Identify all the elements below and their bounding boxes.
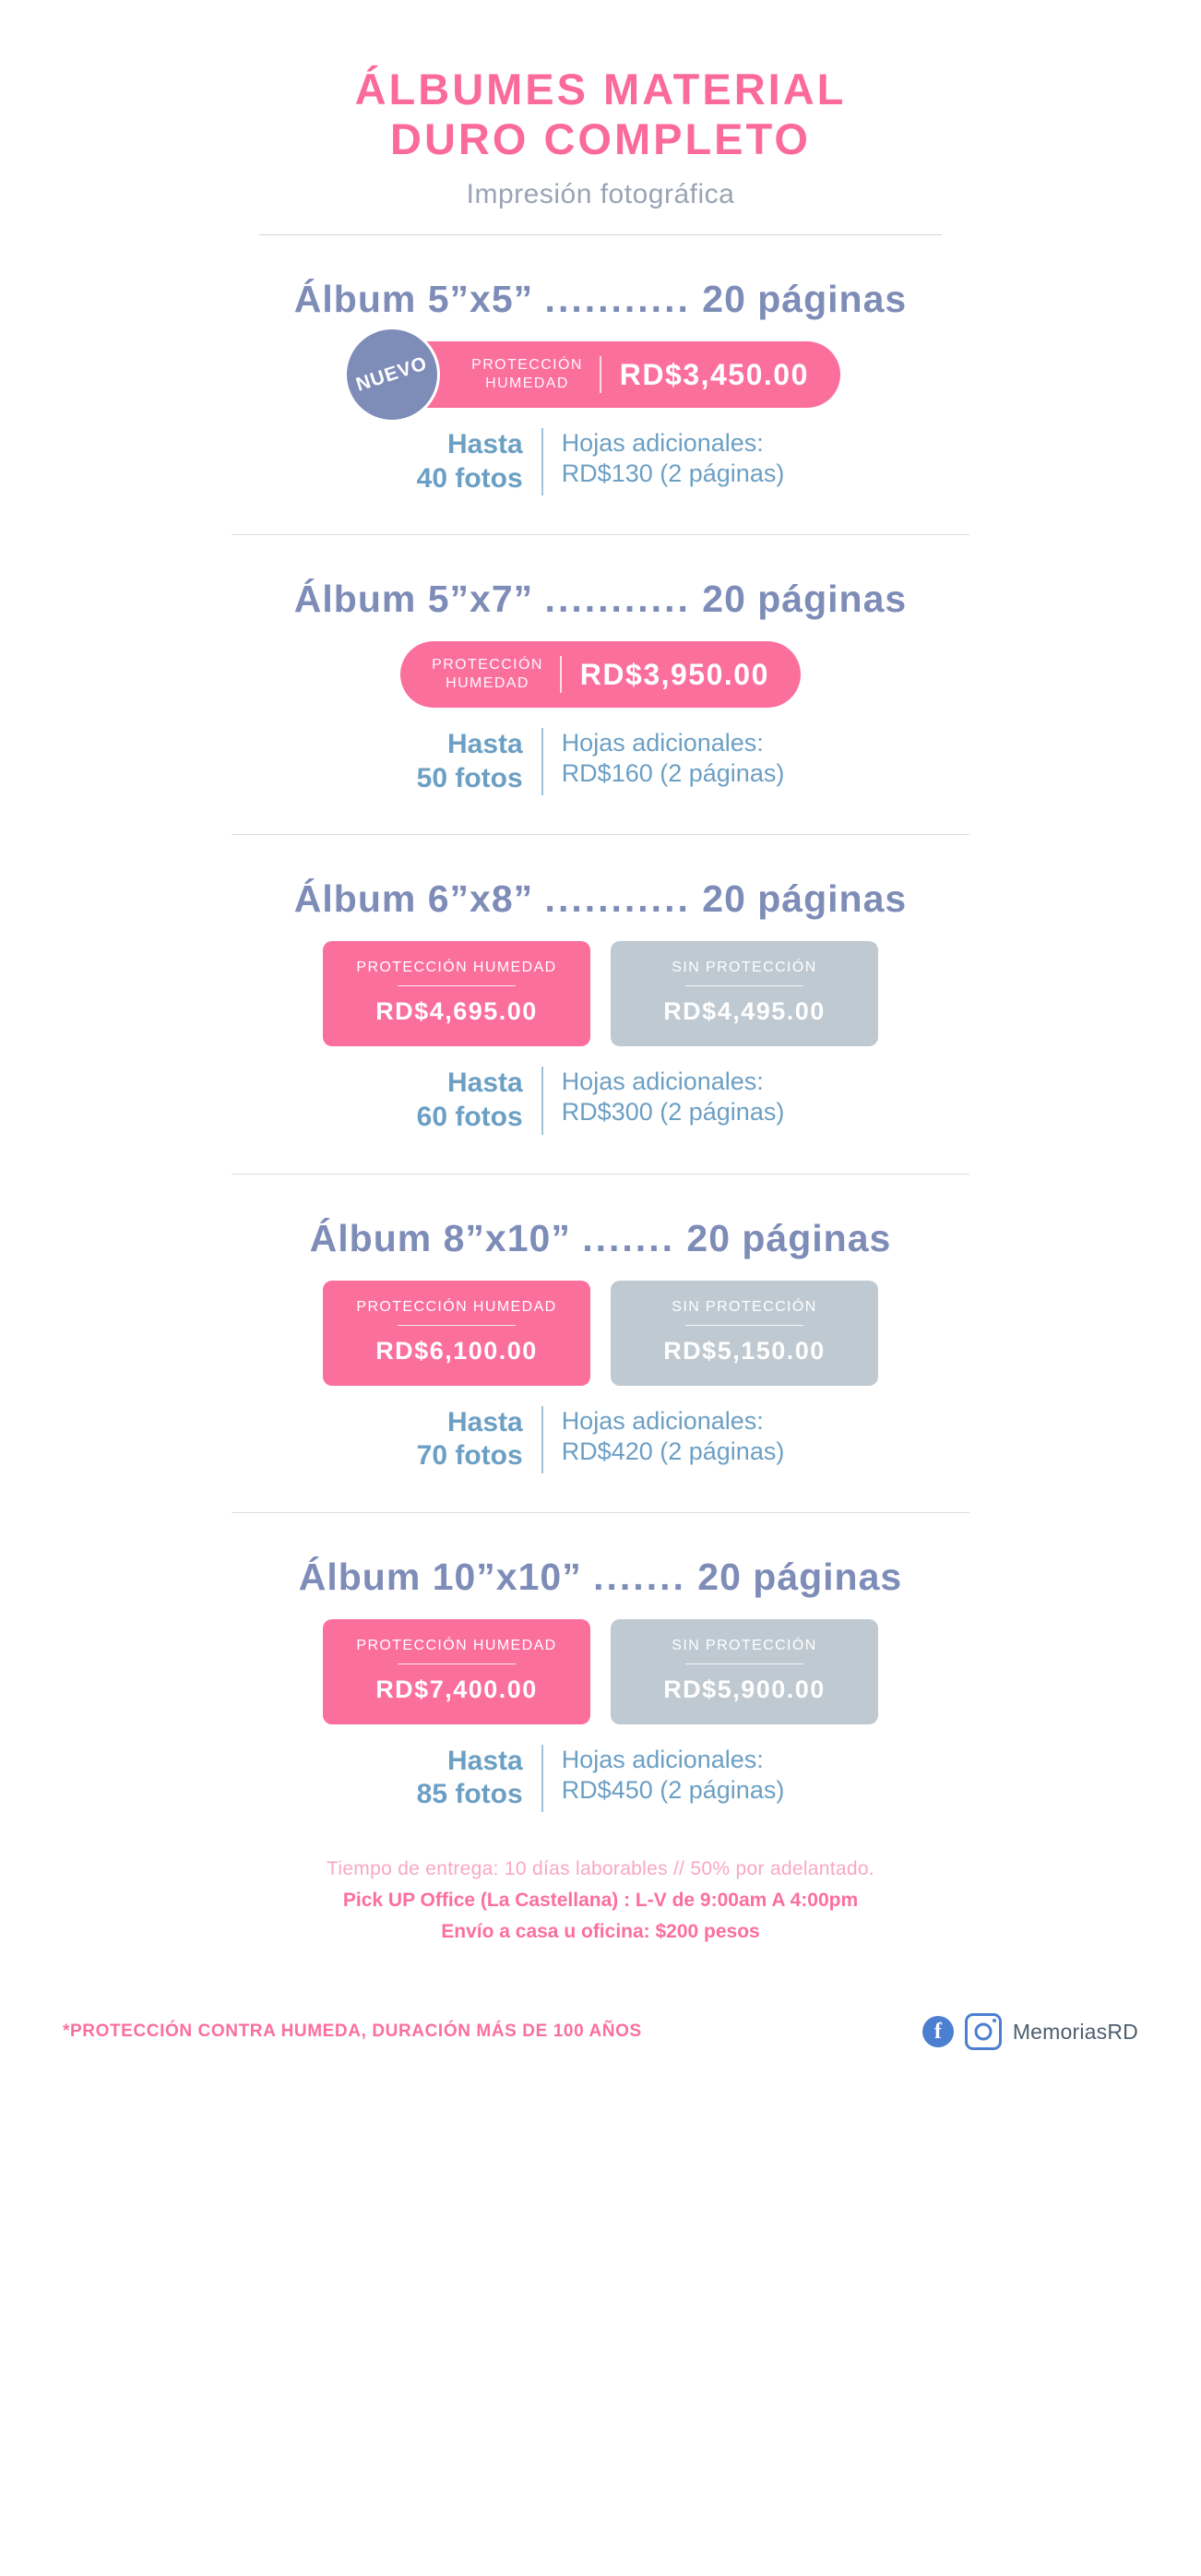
price-row	[55, 341, 1146, 408]
dots-filler: ...........	[544, 278, 691, 321]
price-value: RD$3,950.00	[579, 657, 769, 691]
price-value: RD$5,900.00	[663, 1675, 826, 1703]
price-row	[55, 641, 1146, 708]
price-value: RD$6,100.00	[375, 1336, 538, 1365]
social-links[interactable]	[922, 2013, 1138, 2050]
card-divider	[398, 1325, 516, 1326]
section-divider	[232, 1174, 969, 1175]
album-section-5x7	[55, 578, 1146, 835]
photo-count: 60 fotos	[416, 1102, 523, 1133]
price-value: RD$3,450.00	[619, 357, 809, 391]
protection-label	[471, 356, 600, 393]
protection-label: PROTECCIÓN HUMEDAD	[356, 1637, 557, 1653]
protection-label: PROTECCIÓN HUMEDAD	[356, 1298, 557, 1315]
photo-capacity	[417, 428, 541, 495]
extra-pages-value: RD$450 (2 páginas)	[561, 1775, 785, 1804]
album-size-label: Álbum 6”x8”	[293, 877, 534, 921]
pickup-info: Pick UP Office (La Castellana) : L-V de 9:00am A 4:00pm	[342, 1890, 859, 1912]
album-size-label: Álbum 10”x10”	[298, 1555, 582, 1598]
protection-label: PROTECCIÓN HUMEDAD	[356, 960, 557, 976]
delivery-terms: Tiempo de entrega: 10 días laborables // 50% por adelantado.	[327, 1858, 874, 1880]
price-card-protection	[323, 941, 590, 1046]
protection-label-line-1: PROTECCIÓN	[432, 657, 543, 674]
photo-capacity	[417, 728, 541, 795]
page-subtitle: Impresión fotográfica	[466, 179, 735, 210]
extra-pages-label: Hojas adicionales:	[561, 1406, 764, 1435]
protection-label-line-1: PROTECCIÓN	[471, 357, 583, 374]
price-value: RD$4,695.00	[375, 997, 538, 1026]
album-details	[55, 1406, 1146, 1473]
no-protection-label: SIN PROTECCIÓN	[672, 1637, 817, 1653]
protection-label-line-2: HUMEDAD	[485, 376, 569, 392]
album-title	[55, 578, 1146, 621]
extra-pages-value: RD$130 (2 páginas)	[561, 459, 785, 488]
price-card-protection	[323, 1281, 590, 1386]
extra-pages-value: RD$420 (2 páginas)	[561, 1437, 785, 1465]
poster-header	[55, 0, 1146, 235]
album-size-label: Álbum 8”x10”	[309, 1216, 571, 1259]
extra-pages-info	[543, 1406, 785, 1473]
protection-label-line-2: HUMEDAD	[446, 675, 529, 692]
poster-footer	[55, 1858, 1146, 1962]
price-row	[55, 941, 1146, 1046]
price-row	[55, 1281, 1146, 1386]
section-divider	[232, 1512, 969, 1513]
album-details	[55, 1745, 1146, 1812]
price-value: RD$4,495.00	[663, 997, 826, 1026]
extra-pages-value: RD$160 (2 páginas)	[561, 759, 785, 788]
price-card-no-protection	[611, 1281, 878, 1386]
extra-pages-info	[543, 1067, 785, 1134]
album-pages-label: 20 páginas	[702, 578, 908, 621]
price-pill-protection	[353, 341, 840, 408]
card-divider	[685, 1325, 803, 1326]
album-pages-label: 20 páginas	[686, 1216, 892, 1259]
hasta-label: Hasta	[446, 429, 523, 460]
dots-filler: ...........	[544, 578, 691, 621]
album-section-5x5	[55, 278, 1146, 535]
photo-count: 85 fotos	[416, 1779, 523, 1810]
album-title	[55, 278, 1146, 321]
page-title-line-1: ÁLBUMES MATERIAL	[354, 65, 847, 113]
price-value: RD$5,150.00	[663, 1336, 826, 1365]
album-section-8x10	[55, 1217, 1146, 1513]
price-card-protection	[323, 1619, 590, 1724]
hasta-label: Hasta	[446, 729, 523, 760]
extra-pages-info	[543, 428, 785, 495]
card-divider	[398, 985, 516, 986]
photo-capacity	[417, 1067, 541, 1134]
photo-capacity	[417, 1745, 541, 1812]
extra-pages-value: RD$300 (2 páginas)	[561, 1098, 785, 1127]
card-divider	[685, 985, 803, 986]
no-protection-label: SIN PROTECCIÓN	[672, 960, 817, 976]
protection-label	[432, 656, 560, 693]
protection-disclaimer: *PROTECCIÓN CONTRA HUMEDA, DURACIÓN MÁS DE 100 AÑOS	[63, 2021, 642, 2042]
extra-pages-info	[543, 728, 785, 795]
extra-pages-info	[543, 1745, 785, 1812]
album-details	[55, 728, 1146, 795]
album-details	[55, 428, 1146, 495]
album-section-6x8	[55, 877, 1146, 1174]
price-card-no-protection	[611, 1619, 878, 1724]
nuevo-badge-label: NUEVO	[353, 352, 431, 396]
extra-pages-label: Hojas adicionales:	[561, 1745, 764, 1773]
hasta-label: Hasta	[446, 1406, 523, 1437]
nuevo-badge	[344, 327, 440, 423]
hasta-label: Hasta	[446, 1067, 523, 1099]
facebook-icon[interactable]: f	[922, 2016, 954, 2047]
dots-filler: ...........	[544, 877, 691, 921]
dots-filler: .......	[582, 1216, 675, 1259]
price-pill-protection	[400, 641, 801, 708]
dots-filler: .......	[593, 1555, 686, 1598]
photo-count: 40 fotos	[416, 462, 523, 494]
extra-pages-label: Hojas adicionales:	[561, 429, 764, 458]
photo-capacity	[417, 1406, 541, 1473]
no-protection-label: SIN PROTECCIÓN	[672, 1298, 817, 1315]
extra-pages-label: Hojas adicionales:	[561, 729, 764, 757]
social-handle: MemoriasRD	[1012, 2019, 1138, 2044]
bottom-bar	[55, 2013, 1146, 2087]
hasta-label: Hasta	[446, 1745, 523, 1776]
album-section-10x10	[55, 1556, 1146, 1812]
header-divider	[259, 234, 942, 235]
instagram-icon[interactable]	[965, 2013, 1002, 2050]
album-title	[55, 1217, 1146, 1260]
section-divider	[232, 534, 969, 535]
page-title-line-2: DURO COMPLETO	[390, 114, 811, 164]
album-size-label: Álbum 5”x7”	[293, 578, 534, 621]
photo-count: 70 fotos	[416, 1440, 523, 1472]
album-pages-label: 20 páginas	[702, 877, 908, 921]
album-pages-label: 20 páginas	[702, 278, 908, 321]
album-details	[55, 1067, 1146, 1134]
album-title	[55, 1556, 1146, 1599]
photo-count: 50 fotos	[416, 762, 523, 793]
price-card-no-protection	[611, 941, 878, 1046]
album-pages-label: 20 páginas	[697, 1555, 903, 1598]
section-divider	[232, 834, 969, 835]
price-value: RD$7,400.00	[375, 1675, 538, 1703]
album-size-label: Álbum 5”x5”	[293, 278, 534, 321]
price-row	[55, 1619, 1146, 1724]
album-title	[55, 877, 1146, 921]
shipping-info: Envío a casa u oficina: $200 pesos	[441, 1921, 760, 1943]
extra-pages-label: Hojas adicionales:	[561, 1067, 764, 1096]
